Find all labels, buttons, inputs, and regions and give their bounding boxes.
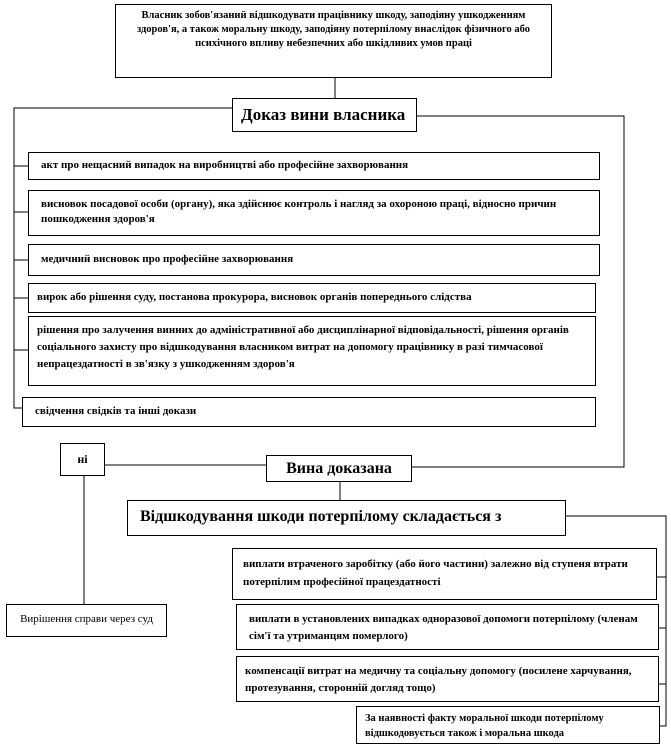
evidence-item-court-verdict — [28, 283, 596, 313]
compensation-item-text: виплати в установлених випадках одноразової допомоги потерпілому (членам сім'ї та утриманцям померлого) — [249, 613, 638, 642]
evidence-item-witnesses — [22, 397, 596, 427]
no-box — [60, 443, 105, 476]
guilt-proof-title: Доказ вини власника — [241, 105, 406, 124]
compensation-item-lost-earnings — [232, 548, 657, 600]
compensation-item-text: виплати втраченого заробітку (або його частини) залежно від ступеня втрати потерпілим професійної працездатності — [243, 558, 628, 588]
court-resolution-box — [6, 604, 167, 637]
evidence-item-official-conclusion — [28, 190, 600, 236]
compensation-title-box — [127, 500, 566, 536]
evidence-item-medical-conclusion — [28, 244, 600, 276]
owner-obligation-box — [115, 4, 552, 78]
compensation-item-text: За наявності факту моральної шкоди потерпілому відшкодовується також і моральна шкода — [365, 713, 604, 739]
evidence-item-text: медичний висновок про професійне захворювання — [41, 253, 294, 265]
compensation-item-one-time-aid — [236, 604, 659, 650]
evidence-item-text: акт про нещасний випадок на виробництві або професійне захворювання — [41, 159, 409, 171]
compensation-item-moral-damage — [356, 706, 660, 744]
no-label: ні — [77, 452, 88, 466]
evidence-item-text: вирок або рішення суду, постанова прокурора, висновок органів попереднього слідства — [37, 291, 472, 303]
court-resolution-label: Вирішення справи через суд — [20, 613, 153, 625]
guilt-proven-label: Вина доказана — [286, 460, 392, 477]
evidence-item-text: свідчення свідків та інші докази — [35, 405, 197, 417]
evidence-item-text: рішення про залучення винних до адміністративної або дисциплінарної відповідальності, рішення органів соціального захисту про відшкодування власником витрат на допомогу працівнику в разі тимчасової непрацездатності в зв'язку з ушкодженням здоров'я — [37, 324, 569, 370]
evidence-item-liability-decision — [28, 316, 596, 386]
guilt-proven-box — [266, 455, 412, 482]
evidence-item-act — [28, 152, 600, 180]
evidence-item-text: висновок посадової особи (органу), яка здійснює контроль і нагляд за охороною праці, відносно причин пошкодження здоров'я — [41, 198, 557, 225]
owner-obligation-text: Власник зобов'язаний відшкодувати працівнику шкоду, заподіяну ушкодженням здоров'я, а також моральну шкоду, заподіяну потерпілому внаслідок фізичного або психічного впливу небезпечних або шкідливих умов праці — [136, 10, 531, 49]
compensation-item-text: компенсації витрат на медичну та соціальну допомогу (посилене харчування, протезування, сторонній догляд тощо) — [245, 665, 632, 694]
compensation-item-medical-costs — [236, 656, 659, 702]
compensation-title: Відшкодування шкоди потерпілому складається з — [140, 508, 502, 525]
guilt-proof-title-box — [232, 98, 417, 132]
